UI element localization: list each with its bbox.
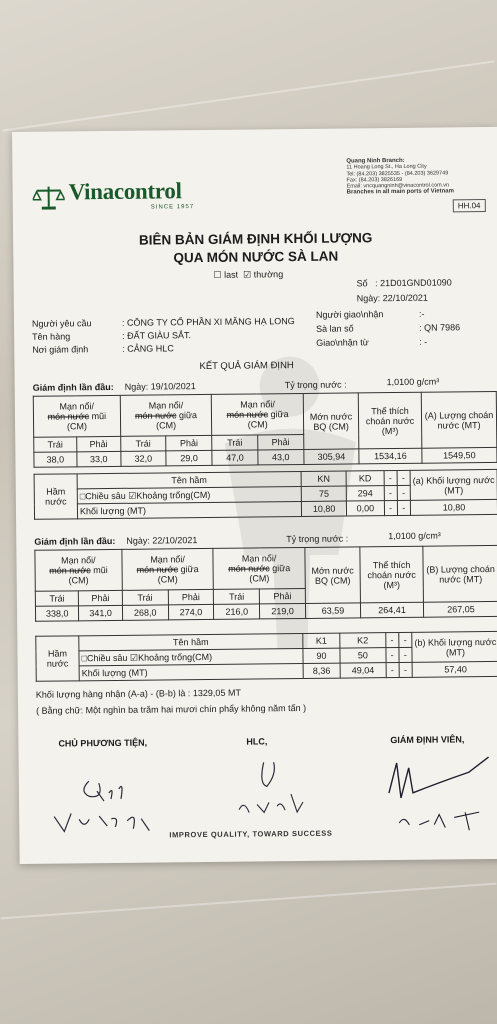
ballast-table-final xyxy=(35,631,497,682)
table-cell: 75 xyxy=(301,486,347,501)
branch-line: Email: vncquangninh@vinacontrol.com.vn xyxy=(346,182,450,190)
table-cell: 33,0 xyxy=(77,451,121,466)
inspection-place-label: Nơi giám định xyxy=(32,344,89,355)
table-cell: - xyxy=(384,470,397,485)
header-starboard: Phải xyxy=(168,589,214,604)
report-date: Ngày: 22/10/2021 xyxy=(356,292,428,304)
header-mean-draft: Mớn nước BQ (CM) xyxy=(305,547,361,604)
option-thuong-label: thường xyxy=(253,269,284,280)
table-cell: - xyxy=(386,662,399,677)
header-cell-bow: Mạn nổi/ món nước mũi (CM) xyxy=(35,549,122,591)
density-value: 1,0100 g/cm³ xyxy=(386,376,440,388)
results-heading: KẾT QUẢ GIÁM ĐỊNH xyxy=(199,360,294,373)
table-cell: KD xyxy=(346,471,383,486)
depth-ullage-label: □Chiều sâu ☑Khoảng trống(CM) xyxy=(77,486,301,503)
table-cell: - xyxy=(384,485,397,500)
table-cell: 8,36 xyxy=(303,663,340,678)
net-cargo-result: Khối lượng hàng nhận (A-a) - (B-b) là : 1329,05 MT xyxy=(35,687,241,700)
weight-label: Khối lượng (MT) xyxy=(79,663,303,680)
table-cell: 274,0 xyxy=(168,604,214,619)
first-survey-date: Ngày: 19/10/2021 xyxy=(124,381,196,392)
branch-info xyxy=(346,157,454,196)
inspector-signature xyxy=(379,752,497,838)
table-cell: 32,0 xyxy=(121,451,166,466)
report-number-label: Số xyxy=(356,278,368,289)
branch-line: Branches in all main ports of Vietnam xyxy=(346,188,454,196)
table-cell: 305,94 xyxy=(304,449,359,465)
final-survey-date: Ngày: 22/10/2021 xyxy=(126,535,198,546)
report-subtitle: QUA MÓN NƯỚC SÀ LAN xyxy=(173,248,339,266)
table-cell: - xyxy=(397,500,410,515)
table-cell: - xyxy=(397,485,410,500)
header-cell-stern: Mạn nổi/ món nước giữa (CM) xyxy=(213,547,305,589)
table-cell: 49,04 xyxy=(340,663,386,678)
signature-hlc-label: HLC, xyxy=(246,736,268,747)
report-number: : 21D01GND01090 xyxy=(375,277,452,289)
table-cell: 264,41 xyxy=(360,602,423,618)
requester-value: : CÔNG TY CỔ PHẦN XI MĂNG HẠ LONG xyxy=(121,316,295,328)
table-cell: 341,0 xyxy=(79,605,123,620)
table-cell: - xyxy=(399,662,412,677)
amount-in-words: ( Bằng chữ: Một nghìn ba trăm hai mươi chín phẩy không năm tấn ) xyxy=(36,702,307,716)
table-cell: 63,59 xyxy=(305,603,360,619)
scales-logo-icon xyxy=(33,183,65,209)
draft-table-final xyxy=(34,545,497,622)
header-port: Trái xyxy=(214,589,260,604)
header-starboard: Phải xyxy=(257,434,303,449)
table-cell: 47,0 xyxy=(212,450,257,465)
density-label: Tỷ trọng nước : xyxy=(286,533,349,545)
deliverer-value: :- xyxy=(418,308,425,319)
header-cell-mid: Mạn nổi/ món nước giữa (CM) xyxy=(120,394,212,436)
table-cell: KN xyxy=(301,471,347,486)
signature-owner-label: CHỦ PHƯƠNG TIỆN, xyxy=(58,737,148,749)
table-cell: - xyxy=(397,470,410,485)
table-cell: 267,05 xyxy=(423,601,497,617)
header-port: Trái xyxy=(120,436,165,451)
header-cell-stern: Mạn nổi/ món nước giữa (CM) xyxy=(212,393,304,435)
inspection-place-value: : CẢNG HLC xyxy=(122,343,174,354)
table-cell: 338,0 xyxy=(35,606,79,621)
table-cell: K2 xyxy=(340,633,386,648)
goods-value: : ĐẤT GIÀU SẮT. xyxy=(122,330,192,341)
table-cell: 1534,16 xyxy=(359,448,422,464)
table-cell: 1549,50 xyxy=(422,447,497,463)
header-starboard: Phải xyxy=(259,588,305,603)
table-cell: - xyxy=(385,647,398,662)
header-starboard: Phải xyxy=(79,590,123,605)
table-cell: 29,0 xyxy=(166,450,212,465)
table-cell: 294 xyxy=(347,486,384,501)
header-port: Trái xyxy=(35,591,79,606)
inspection-report-paper xyxy=(12,127,497,864)
report-title: BIÊN BẢN GIÁM ĐỊNH KHỐI LƯỢNG xyxy=(138,230,373,248)
delivered-from-value: : - xyxy=(419,336,428,347)
table-cell: 219,0 xyxy=(260,603,306,618)
table-cell: 10,80 xyxy=(410,499,497,515)
branch-title: Quang Ninh Branch: xyxy=(346,157,405,165)
header-starboard: Phải xyxy=(77,436,121,451)
company-slogan: IMPROVE QUALITY, TOWARD SUCCESS xyxy=(169,828,333,840)
checkbox-checked-icon: ☑ xyxy=(243,269,252,280)
depth-ullage-label: □Chiều sâu ☑Khoảng trống(CM) xyxy=(79,648,303,665)
final-survey-label: Giám định lần đầu: xyxy=(34,535,116,547)
form-code-badge: HH.04 xyxy=(453,199,486,212)
checkbox-empty-icon: ☐ xyxy=(213,269,222,280)
requester-label: Người yêu cầu xyxy=(31,318,92,329)
table-cell: - xyxy=(384,500,397,515)
tank-name-label: Tên hầm xyxy=(79,633,303,650)
ballast-label: Hầm nước xyxy=(34,474,77,519)
table-cell: 90 xyxy=(303,648,340,663)
branch-line: Fax: (84.203) 3826169 xyxy=(346,176,403,184)
barge-label: Sà lan số xyxy=(316,323,354,334)
table-cell: 10,80 xyxy=(301,501,347,516)
draft-table-initial xyxy=(33,391,497,468)
goods-label: Tên hàng xyxy=(32,331,71,342)
vinacontrol-logo-text: Vinacontrol xyxy=(68,178,182,205)
header-starboard: Phải xyxy=(166,435,212,450)
ballast-label: Hầm nước xyxy=(36,636,79,681)
header-mean-draft: Mớn nước BQ (CM) xyxy=(303,393,359,450)
tank-name-label: Tên hầm xyxy=(77,471,301,488)
header-displacement-volume: Thể thích choán nước (M³) xyxy=(360,546,424,603)
deliverer-label: Người giao\nhận xyxy=(315,309,384,320)
table-cell: - xyxy=(385,632,398,647)
branch-line: 11 Hoang Long St., Ha Long City xyxy=(346,163,427,171)
ballast-table-initial xyxy=(34,469,497,520)
header-cell-mid: Mạn nổi/ món nước giữa (CM) xyxy=(122,548,214,590)
table-cell: 50 xyxy=(340,648,386,663)
density-label: Tỷ trọng nước : xyxy=(284,379,347,391)
table-cell: K1 xyxy=(303,633,340,648)
delivered-from-label: Giao\nhận từ xyxy=(316,337,369,348)
first-survey-label: Giám định lần đầu: xyxy=(32,381,114,393)
header-displacement-b: (B) Lượng choán nước (MT) xyxy=(423,545,497,602)
header-ballast-a: (a) Khối lượng nước (MT) xyxy=(410,469,497,500)
header-ballast-b: (b) Khối lượng nước (MT) xyxy=(412,631,497,662)
owner-signature xyxy=(49,770,170,841)
header-port: Trái xyxy=(122,590,168,605)
table-cell: 57,40 xyxy=(412,661,497,677)
table-cell: 38,0 xyxy=(34,452,77,467)
table-cell: - xyxy=(399,647,412,662)
weight-label: Khối lượng (MT) xyxy=(77,501,301,518)
density-value: 1,0100 g/cm³ xyxy=(388,530,441,542)
table-cell: 43,0 xyxy=(257,449,303,464)
option-last-label: last xyxy=(224,269,239,280)
header-cell-bow: Mạn nổi/ món nước mũi (CM) xyxy=(33,395,120,437)
header-displacement-a: (A) Lượng choán nước (MT) xyxy=(421,391,497,448)
header-port: Trái xyxy=(34,437,77,452)
signature-inspector-label: GIÁM ĐỊNH VIÊN, xyxy=(390,734,465,746)
header-displacement-volume: Thể thích choán nước (M³) xyxy=(358,392,422,449)
table-cell: 268,0 xyxy=(122,605,168,620)
hlc-signature xyxy=(219,754,320,825)
table-cell: - xyxy=(399,632,412,647)
branch-line: Tel: (84.203) 3825535 - (84.203) 3629749 xyxy=(346,170,449,178)
header-port: Trái xyxy=(212,435,257,450)
table-cell: 216,0 xyxy=(214,604,260,619)
report-type-options xyxy=(213,269,283,281)
table-cell: 0,00 xyxy=(347,501,384,516)
logo-since: SINCE 1957 xyxy=(150,204,195,211)
barge-value: : QN 7986 xyxy=(419,322,461,333)
